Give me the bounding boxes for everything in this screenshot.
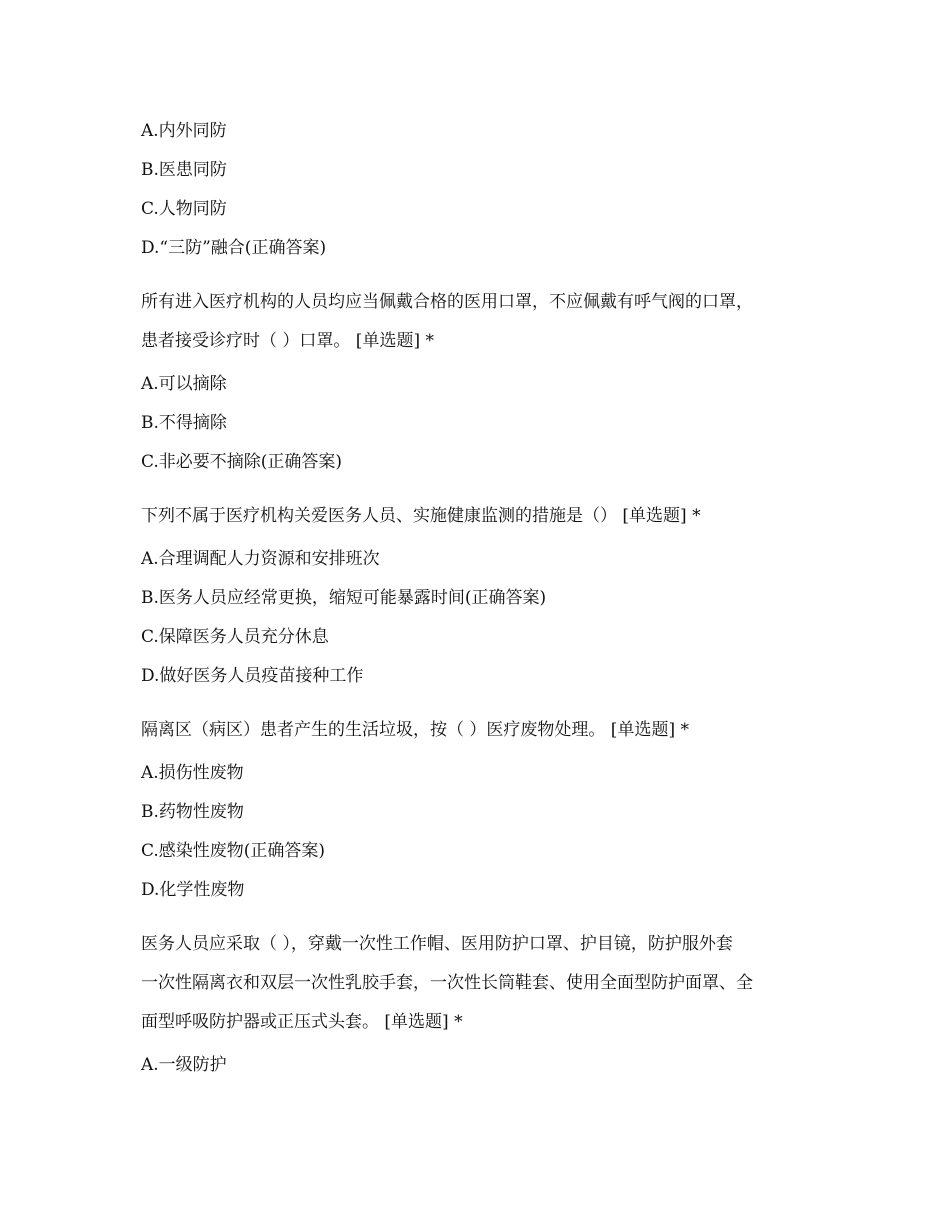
option-line: A.内外同防: [141, 121, 227, 141]
option-line: B.医患同防: [141, 160, 227, 180]
option-line: A.损伤性废物: [141, 763, 244, 783]
question-text: 所有进入医疗机构的人员均应当佩戴合格的医用口罩，不应佩戴有呼气阀的口罩，: [141, 292, 753, 312]
option-line: A.一级防护: [141, 1055, 227, 1075]
question-text: 患者接受诊疗时（ ）口罩。 [单选题] *: [141, 331, 434, 351]
question-4: [141, 925, 821, 1085]
question-text: 下列不属于医疗机构关爱医务人员、实施健康监测的措施是（） [单选题] *: [141, 506, 701, 526]
option-line: D.“三防”融合(正确答案): [141, 238, 327, 258]
option-line: D.做好医务人员疫苗接种工作: [141, 666, 364, 686]
question-0-options: [141, 112, 821, 268]
question-text: 隔离区（病区）患者产生的生活垃圾，按（ ）医疗废物处理。 [单选题] *: [141, 720, 689, 740]
option-line: A.合理调配人力资源和安排班次: [141, 549, 380, 569]
question-2: [141, 497, 821, 696]
question-3: [141, 711, 821, 910]
option-line: C.非必要不摘除(正确答案): [141, 452, 343, 472]
option-line: B.不得摘除: [141, 413, 227, 433]
question-text: 面型呼吸防护器或正压式头套。 [单选题] *: [141, 1012, 463, 1032]
question-1: [141, 283, 821, 482]
option-line: B.医务人员应经常更换，缩短可能暴露时间(正确答案): [141, 588, 547, 608]
option-line: C.人物同防: [141, 199, 227, 219]
document-page: [141, 112, 821, 1085]
option-line: C.保障医务人员充分休息: [141, 627, 329, 647]
question-text: 医务人员应采取（ ），穿戴一次性工作帽、医用防护口罩、护目镜，防护服外套: [141, 934, 733, 954]
option-line: A.可以摘除: [141, 374, 227, 394]
option-line: D.化学性废物: [141, 880, 245, 900]
option-line: C.感染性废物(正确答案): [141, 841, 326, 861]
question-text: 一次性隔离衣和双层一次性乳胶手套，一次性长筒鞋套、使用全面型防护面罩、全: [141, 973, 753, 993]
option-line: B.药物性废物: [141, 802, 244, 822]
